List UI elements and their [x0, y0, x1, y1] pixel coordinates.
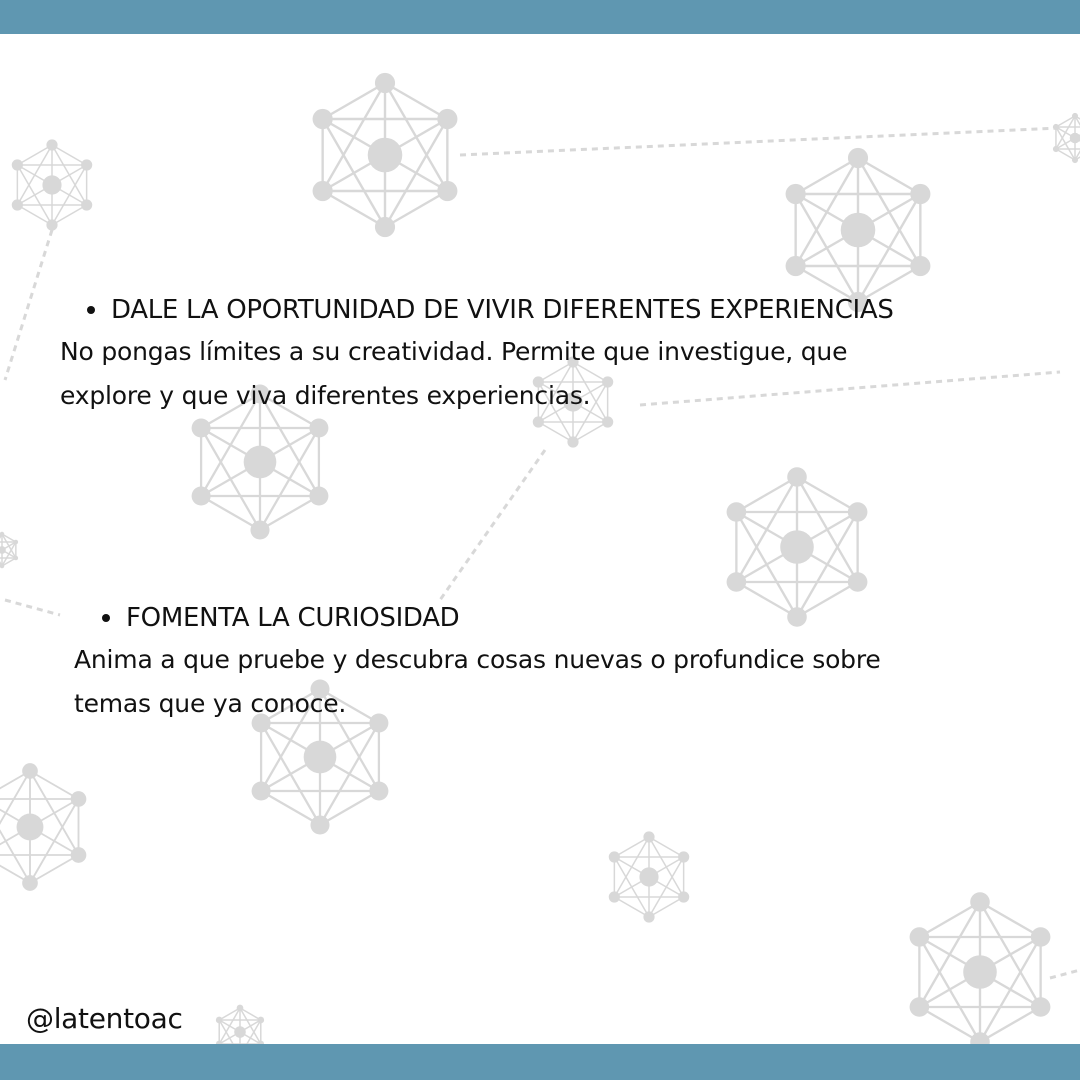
- network-node-icon: [786, 148, 931, 312]
- bullet-dot-icon: [87, 306, 95, 314]
- bottom-accent-band: [0, 1044, 1080, 1080]
- network-node-icon: [1053, 113, 1080, 163]
- network-node-icon: [313, 73, 458, 237]
- body-line: explore y que viva diferentes experiencias.: [60, 381, 591, 410]
- body-line: Anima a que pruebe y descubra cosas nuevas o profundice sobre: [74, 645, 881, 674]
- network-node-icon: [0, 532, 18, 568]
- tip-curiosity-title: FOMENTA LA CURIOSIDAD: [126, 603, 460, 633]
- tip-experiences-heading: [87, 294, 1060, 326]
- tip-experiences-body: [60, 330, 1060, 418]
- tip-experiences-title: DALE LA OPORTUNIDAD DE VIVIR DIFERENTES EXPERIENCIAS: [111, 295, 894, 325]
- body-line: No pongas límites a su creatividad. Permite que investigue, que: [60, 337, 848, 366]
- body-line: temas que ya conoce.: [74, 689, 347, 718]
- tip-curiosity-heading: [102, 602, 1064, 634]
- account-handle: @latentoac: [26, 1002, 183, 1035]
- network-node-icon: [0, 763, 86, 891]
- tip-curiosity-body: [74, 638, 1064, 726]
- network-node-icon: [12, 139, 92, 230]
- tip-experiences: [60, 294, 1060, 418]
- bullet-dot-icon: [102, 614, 110, 622]
- tip-curiosity: [74, 602, 1064, 726]
- network-node-icon: [609, 831, 689, 922]
- network-node-icon: [910, 892, 1051, 1052]
